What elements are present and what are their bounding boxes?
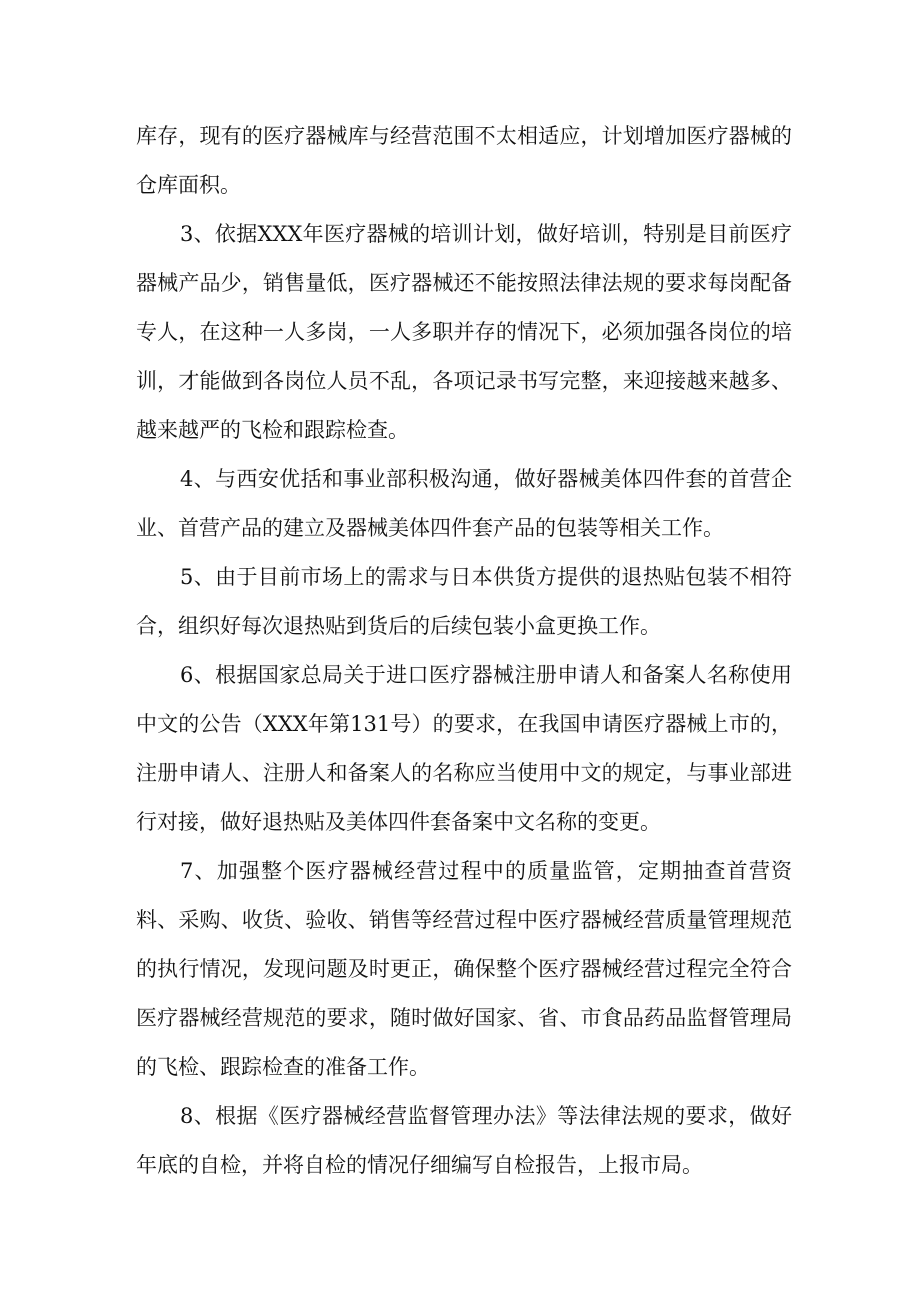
paragraph-item-5: 5、由于目前市场上的需求与日本供货方提供的退热贴包装不相符合，组织好每次退热贴到货后的后续包装小盒更换工作。 <box>136 565 792 638</box>
document-body <box>136 112 792 1190</box>
paragraph-item-3: 3、依据XXX年医疗器械的培训计划，做好培训，特别是目前医疗器械产品少，销售量低，医疗器械还不能按照法律法规的要求每岗配备专人，在这种一人多岗，一人多职并存的情况下，必须加强各岗位的培训，才能做到各岗位人员不乱，各项记录书写完整，来迎接越来越多、越来越严的飞检和跟踪检查。 <box>136 222 792 442</box>
paragraph-item-7: 7、加强整个医疗器械经营过程中的质量监管，定期抽查首营资料、采购、收货、验收、销售等经营过程中医疗器械经营质量管理规范的执行情况，发现问题及时更正，确保整个医疗器械经营过程完全符合医疗器械经营规范的要求，随时做好国家、省、市食品药品监督管理局的飞检、跟踪检查的准备工作。 <box>136 859 792 1079</box>
paragraph-item-4: 4、与西安优括和事业部积极沟通，做好器械美体四件套的首营企业、首营产品的建立及器械美体四件套产品的包装等相关工作。 <box>136 467 792 540</box>
paragraph-continuation: 库存，现有的医疗器械库与经营范围不太相适应，计划增加医疗器械的仓库面积。 <box>136 124 792 197</box>
paragraph-item-8: 8、根据《医疗器械经营监督管理办法》等法律法规的要求，做好年底的自检，并将自检的情况仔细编写自检报告，上报市局。 <box>136 1104 792 1177</box>
paragraph-item-6: 6、根据国家总局关于进口医疗器械注册申请人和备案人名称使用中文的公告（XXX年第131号）的要求，在我国申请医疗器械上市的，注册申请人、注册人和备案人的名称应当使用中文的规定，与事业部进行对接，做好退热贴及美体四件套备案中文名称的变更。 <box>136 663 792 834</box>
